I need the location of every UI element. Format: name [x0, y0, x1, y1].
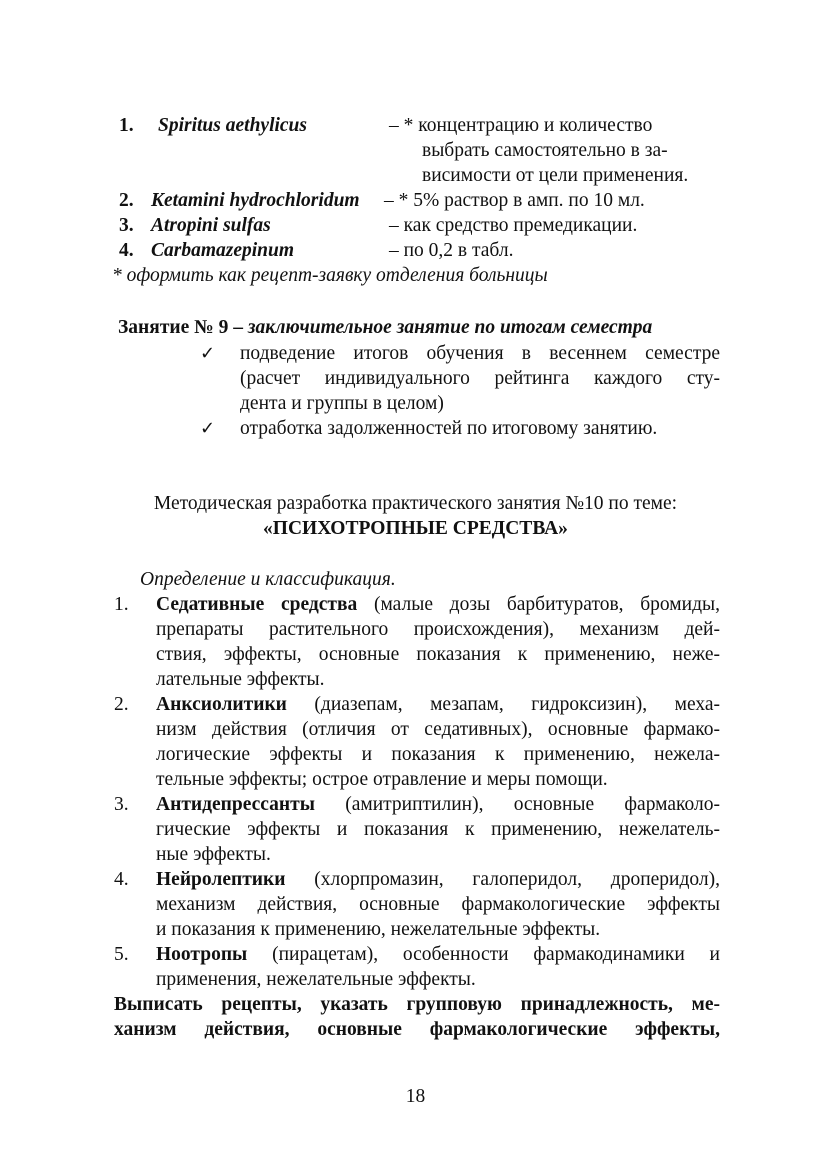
list-item-line: [156, 943, 720, 967]
recipe-num: 1.: [119, 115, 134, 136]
recipe-num: 3.: [119, 215, 134, 236]
lesson10-subheading: Определение и классификация.: [140, 569, 396, 590]
list-item-head: Седативные средства: [156, 594, 358, 615]
check-item-line: подведение итогов обучения в весеннем семестре: [240, 343, 720, 364]
list-item-line: логические эффекты и показания к применению, нежела-: [156, 744, 720, 765]
list-item-line: низм действия (отличия от седативных), основные фармако-: [156, 719, 720, 740]
page-number: 18: [405, 1086, 426, 1107]
closing-line: ханизм действия, основные фармакологические эффекты,: [114, 1019, 720, 1040]
recipe-name: Ketamini hydrochloridum: [151, 190, 360, 211]
list-item-number: 4.: [114, 869, 129, 890]
list-item-line: и показания к применению, нежелательные эффекты.: [156, 919, 601, 940]
lesson9-title-label: Занятие № 9 –: [118, 317, 248, 338]
list-item-line: применения, нежелательные эффекты.: [156, 969, 476, 990]
list-item-line: ствия, эффекты, основные показания к применению, неже-: [156, 644, 720, 665]
recipe-note: выбрать самостоятельно в за-: [422, 140, 668, 161]
list-item-line: [156, 793, 720, 817]
list-item-line: ные эффекты.: [156, 844, 271, 865]
list-item-text: (пирацетам), особенности фармакодинамики и: [247, 944, 720, 965]
recipe-note: – как средство премедикации.: [389, 215, 638, 236]
recipe-note: – * 5% раствор в амп. по 10 мл.: [384, 190, 645, 211]
recipe-footnote: * оформить как рецепт-заявку отделения больницы: [112, 265, 548, 286]
check-item-line: дента и группы в целом): [240, 393, 444, 414]
list-item-number: 1.: [114, 594, 129, 615]
list-item-line: механизм действия, основные фармакологические эффекты: [156, 894, 720, 915]
list-item-line: [156, 593, 720, 617]
list-item-line: гические эффекты и показания к применению, нежелатель-: [156, 819, 720, 840]
list-item-text: (амитриптилин), основные фармаколо-: [314, 794, 720, 815]
recipe-num: 2.: [119, 190, 134, 211]
closing-line: Выписать рецепты, указать групповую принадлежность, ме-: [114, 994, 720, 1015]
lesson9-title-text: заключительное занятие по итогам семестра: [247, 317, 653, 338]
list-item-text: (малые дозы барбитуратов, бромиды,: [357, 594, 720, 615]
check-icon: ✓: [200, 343, 216, 364]
list-item-line: лательные эффекты.: [156, 669, 325, 690]
list-item-line: [156, 693, 720, 717]
list-item-number: 2.: [114, 694, 129, 715]
list-item-head: Ноотропы: [156, 944, 248, 965]
list-item-line: препараты растительного происхождения), механизм дей-: [156, 619, 720, 640]
list-item-text: (диазепам, мезапам, гидроксизин), меха-: [286, 694, 720, 715]
lesson10-intro: Методическая разработка практического занятия №10 по теме:: [153, 493, 678, 514]
list-item-number: 5.: [114, 944, 129, 965]
recipe-note: висимости от цели применения.: [422, 165, 689, 186]
recipe-num: 4.: [119, 240, 134, 261]
list-item-head: Анксиолитики: [156, 694, 287, 715]
list-item-line: [156, 868, 720, 892]
list-item-head: Антидепрессанты: [156, 794, 315, 815]
check-item-line: (расчет индивидуального рейтинга каждого сту-: [240, 368, 720, 389]
list-item-line: тельные эффекты; острое отравление и меры помощи.: [156, 769, 608, 790]
list-item-number: 3.: [114, 794, 129, 815]
recipe-name: Carbamazepinum: [151, 240, 295, 261]
lesson9-title: [118, 316, 652, 340]
list-item-head: Нейролептики: [156, 869, 286, 890]
recipe-note: – * концентрацию и количество: [389, 115, 653, 136]
recipe-name: Atropini sulfas: [151, 215, 271, 236]
check-icon: ✓: [200, 418, 216, 439]
recipe-name: Spiritus aethylicus: [158, 115, 307, 136]
recipe-note: – по 0,2 в табл.: [389, 240, 514, 261]
lesson10-title: «ПСИХОТРОПНЫЕ СРЕДСТВА»: [263, 518, 568, 539]
list-item-text: (хлорпромазин, галоперидол, дроперидол),: [285, 869, 720, 890]
check-item-line: отработка задолженностей по итоговому занятию.: [240, 418, 658, 439]
